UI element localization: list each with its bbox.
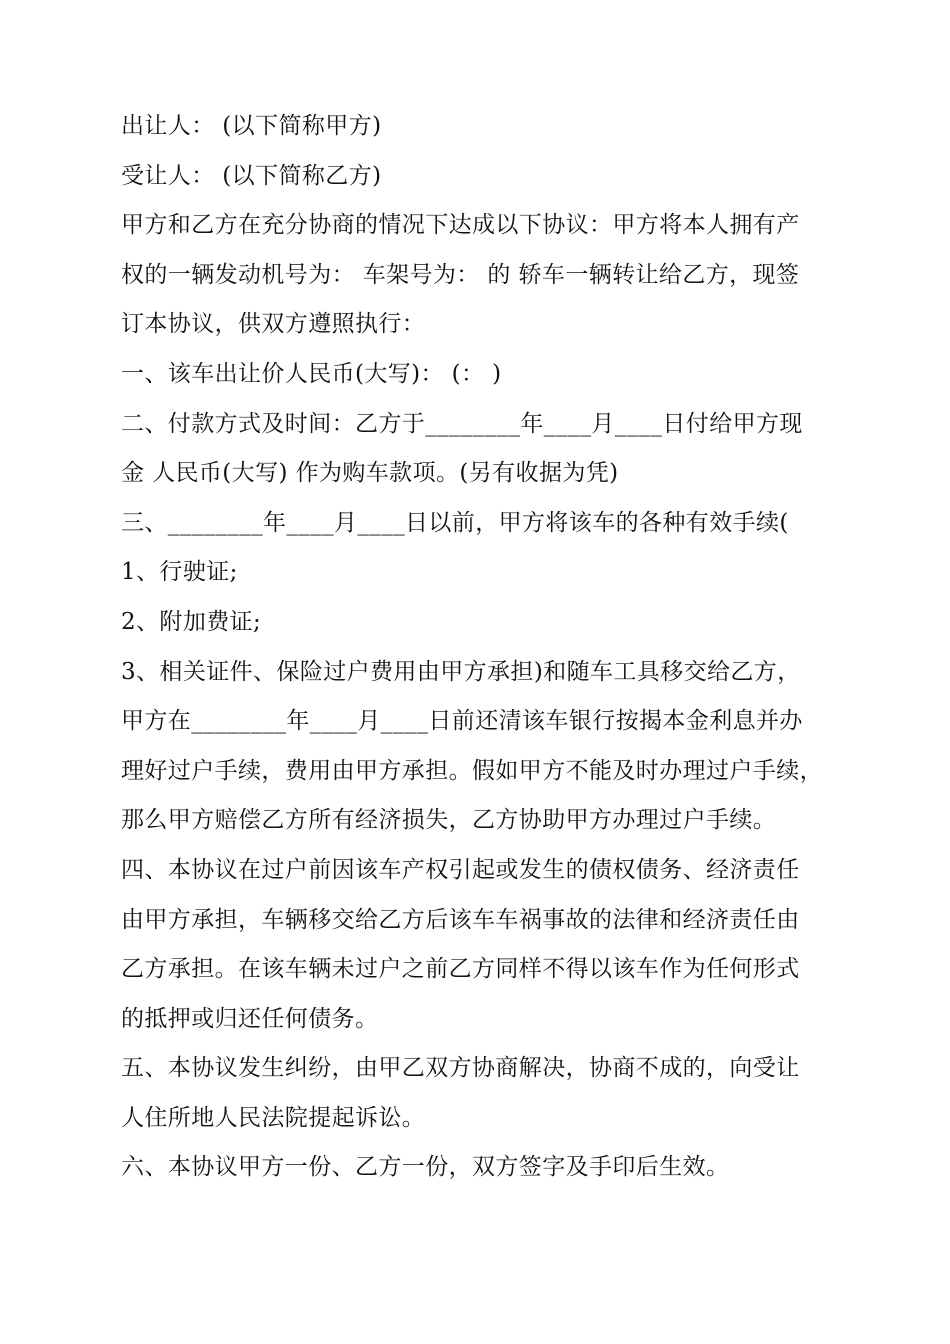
- clause-3-loan-line-2: 理好过户手续，费用由甲方承担。假如甲方不能及时办理过户手续，: [121, 757, 823, 784]
- clause-3-item-license: 1、行驶证;: [121, 559, 238, 586]
- clause-3-item-documents: 3、相关证件、保险过户费用由甲方承担)和随车工具移交给乙方，: [121, 658, 801, 685]
- clause-4-liability-line-3: 乙方承担。在该车辆未过户之前乙方同样不得以该车作为任何形式: [121, 956, 800, 983]
- seller-line: 出让人： (以下简称甲方): [121, 113, 382, 139]
- clause-1-price: 一、该车出让价人民币(大写)： (： ): [121, 360, 502, 387]
- clause-4-liability-line-4: 的抵押或归还任何债务。: [121, 1005, 379, 1032]
- clause-6-effectiveness: 六、本协议甲方一份、乙方一份，双方签字及手印后生效。: [121, 1154, 730, 1181]
- clause-4-liability-line-1: 四、本协议在过户前因该车产权引起或发生的债权债务、经济责任: [121, 856, 800, 883]
- clause-3-handover-line-1: 三、________年____月____日以前，甲方将该车的各种有效手续(: [121, 509, 789, 536]
- clause-4-liability-line-2: 由甲方承担，车辆移交给乙方后该车车祸事故的法律和经济责任由: [121, 906, 800, 933]
- document-body: [121, 102, 843, 1193]
- agreement-intro-line-1: 甲方和乙方在充分协商的情况下达成以下协议：甲方将本人拥有产: [121, 212, 800, 239]
- clause-3-loan-line-1: 甲方在________年____月____日前还清该车银行按揭本金利息并办: [121, 708, 803, 735]
- clause-2-payment-line-1: 二、付款方式及时间：乙方于________年____月____日付给甲方现: [121, 410, 803, 437]
- clause-3-loan-line-3: 那么甲方赔偿乙方所有经济损失，乙方协助甲方办理过户手续。: [121, 807, 777, 834]
- agreement-intro-line-3: 订本协议，供双方遵照执行：: [121, 311, 426, 338]
- clause-2-payment-line-2: 金 人民币(大写) 作为购车款项。(另有收据为凭): [121, 460, 619, 487]
- clause-3-item-fee-certificate: 2、附加费证;: [121, 608, 262, 635]
- clause-5-dispute-line-1: 五、本协议发生纠纷，由甲乙双方协商解决，协商不成的，向受让: [121, 1055, 800, 1082]
- clause-5-dispute-line-2: 人住所地人民法院提起诉讼。: [121, 1104, 426, 1131]
- agreement-intro-line-2: 权的一辆发动机号为： 车架号为： 的 轿车一辆转让给乙方，现签: [121, 261, 800, 288]
- buyer-line: 受让人： (以下简称乙方): [121, 162, 382, 189]
